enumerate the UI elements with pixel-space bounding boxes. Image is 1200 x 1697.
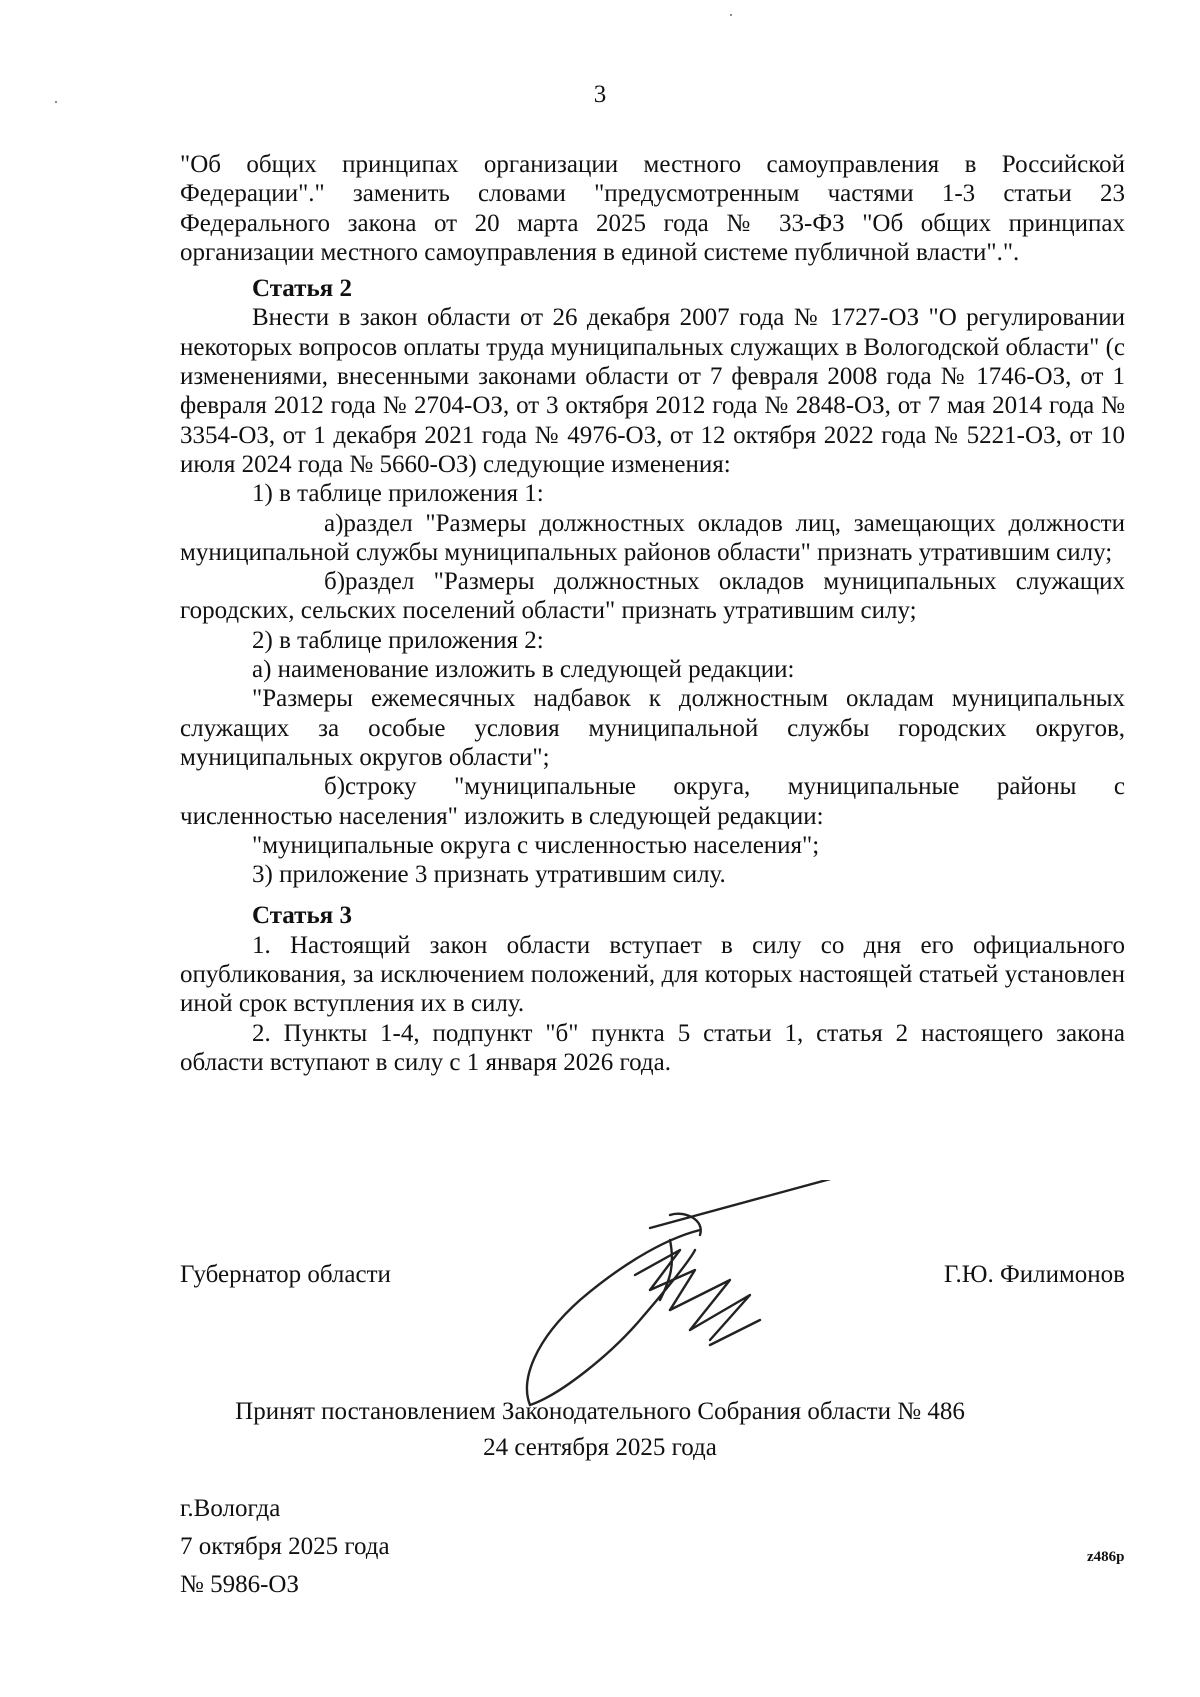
item-text: строку "муниципальные округа, муниципальные районы с численностью населения" изложить в следующей редакции: <box>180 773 1125 830</box>
item-marker: а) <box>324 509 344 537</box>
adoption-line-1: Принят постановлением Законодательного Собрания области № 486 <box>235 1398 965 1425</box>
article-2-item-3: 3) приложение 3 признать утратившим силу. <box>252 861 726 889</box>
item-marker: б) <box>324 568 346 596</box>
article-2-item-2a-quote: "Размеры ежемесячных надбавок к должностным окладам муниципальных служащих за особые условия муниципальной службы городских округов, муниципальных округов области"; <box>180 685 1125 771</box>
document-code: z486p <box>1087 1549 1125 1565</box>
item-marker: б) <box>324 773 346 801</box>
page-number: 3 <box>593 81 607 108</box>
article-2-paragraph: Внести в закон области от 26 декабря 2007 года № 1727-ОЗ "О регулировании некоторых вопросов оплаты труда муниципальных служащих в Вологодской области" (с изменениями, внесенными законами области от 7 февраля 2008 года № 1746-ОЗ, от 1 февраля 2012 года № 2704-ОЗ, от 3 октября 2012 года № 2848-ОЗ, от 7 мая 2014 года № 3354-ОЗ, от 1 декабря 2021 года № 4976-ОЗ, от 12 октября 2022 года № 5221-ОЗ, от 10 июля 2024 года № 5660-ОЗ) следующие изменения: <box>180 304 1125 478</box>
article-3-paragraph-2: 2. Пункты 1-4, подпункт "б" пункта 5 статьи 1, статья 2 настоящего закона области вступают в силу с 1 января 2026 года. <box>180 1019 1125 1076</box>
adoption-line-2: 24 сентября 2025 года <box>483 1434 717 1461</box>
article-2-item-1a <box>180 509 1125 568</box>
article-3-paragraph-1: 1. Настоящий закон области вступает в силу со дня его официального опубликования, за исключением положений, для которых настоящей статьей установлен иной срок вступления их в силу. <box>180 931 1125 1018</box>
article-3-heading: Статья 3 <box>252 902 352 930</box>
document-body <box>180 150 1125 1077</box>
signatory-name: Г.Ю. Филимонов <box>943 1261 1125 1288</box>
article-2-item-2a: а) наименование изложить в следующей редакции: <box>252 656 795 684</box>
article-2-heading: Статья 2 <box>252 275 352 303</box>
signatory-position: Губернатор области <box>180 1261 391 1288</box>
item-text: раздел "Размеры должностных окладов муниципальных служащих городских, сельских поселений области" признать утратившим силу; <box>180 568 1125 625</box>
law-date: 7 октября 2025 года <box>180 1533 390 1560</box>
article-2-item-1: 1) в таблице приложения 1: <box>252 480 544 508</box>
intro-paragraph: "Об общих принципах организации местного самоуправления в Российской Федерации"." заменить словами "предусмотренным частями 1-3 статьи 23 Федерального закона от 20 марта 2025 года № 33-ФЗ "Об общих принципах организации местного самоуправления в единой системе публичной власти".". <box>180 151 1125 266</box>
article-2-item-2b-quote: "муниципальные округа с численностью населения"; <box>252 831 820 859</box>
city: г.Вологда <box>180 1495 281 1522</box>
article-2-item-2b <box>180 772 1125 831</box>
item-text: раздел "Размеры должностных окладов лиц, замещающих должности муниципальной службы муниципальных районов области" признать утратившим силу; <box>180 509 1125 566</box>
law-number: № 5986-ОЗ <box>180 1571 300 1598</box>
article-2-item-1b <box>180 567 1125 626</box>
scan-speck <box>730 14 732 16</box>
footer-meta <box>180 1490 390 1604</box>
adoption-note <box>0 1394 1200 1466</box>
handwritten-signature <box>520 1180 860 1410</box>
article-2-item-2: 2) в таблице приложения 2: <box>252 626 544 654</box>
